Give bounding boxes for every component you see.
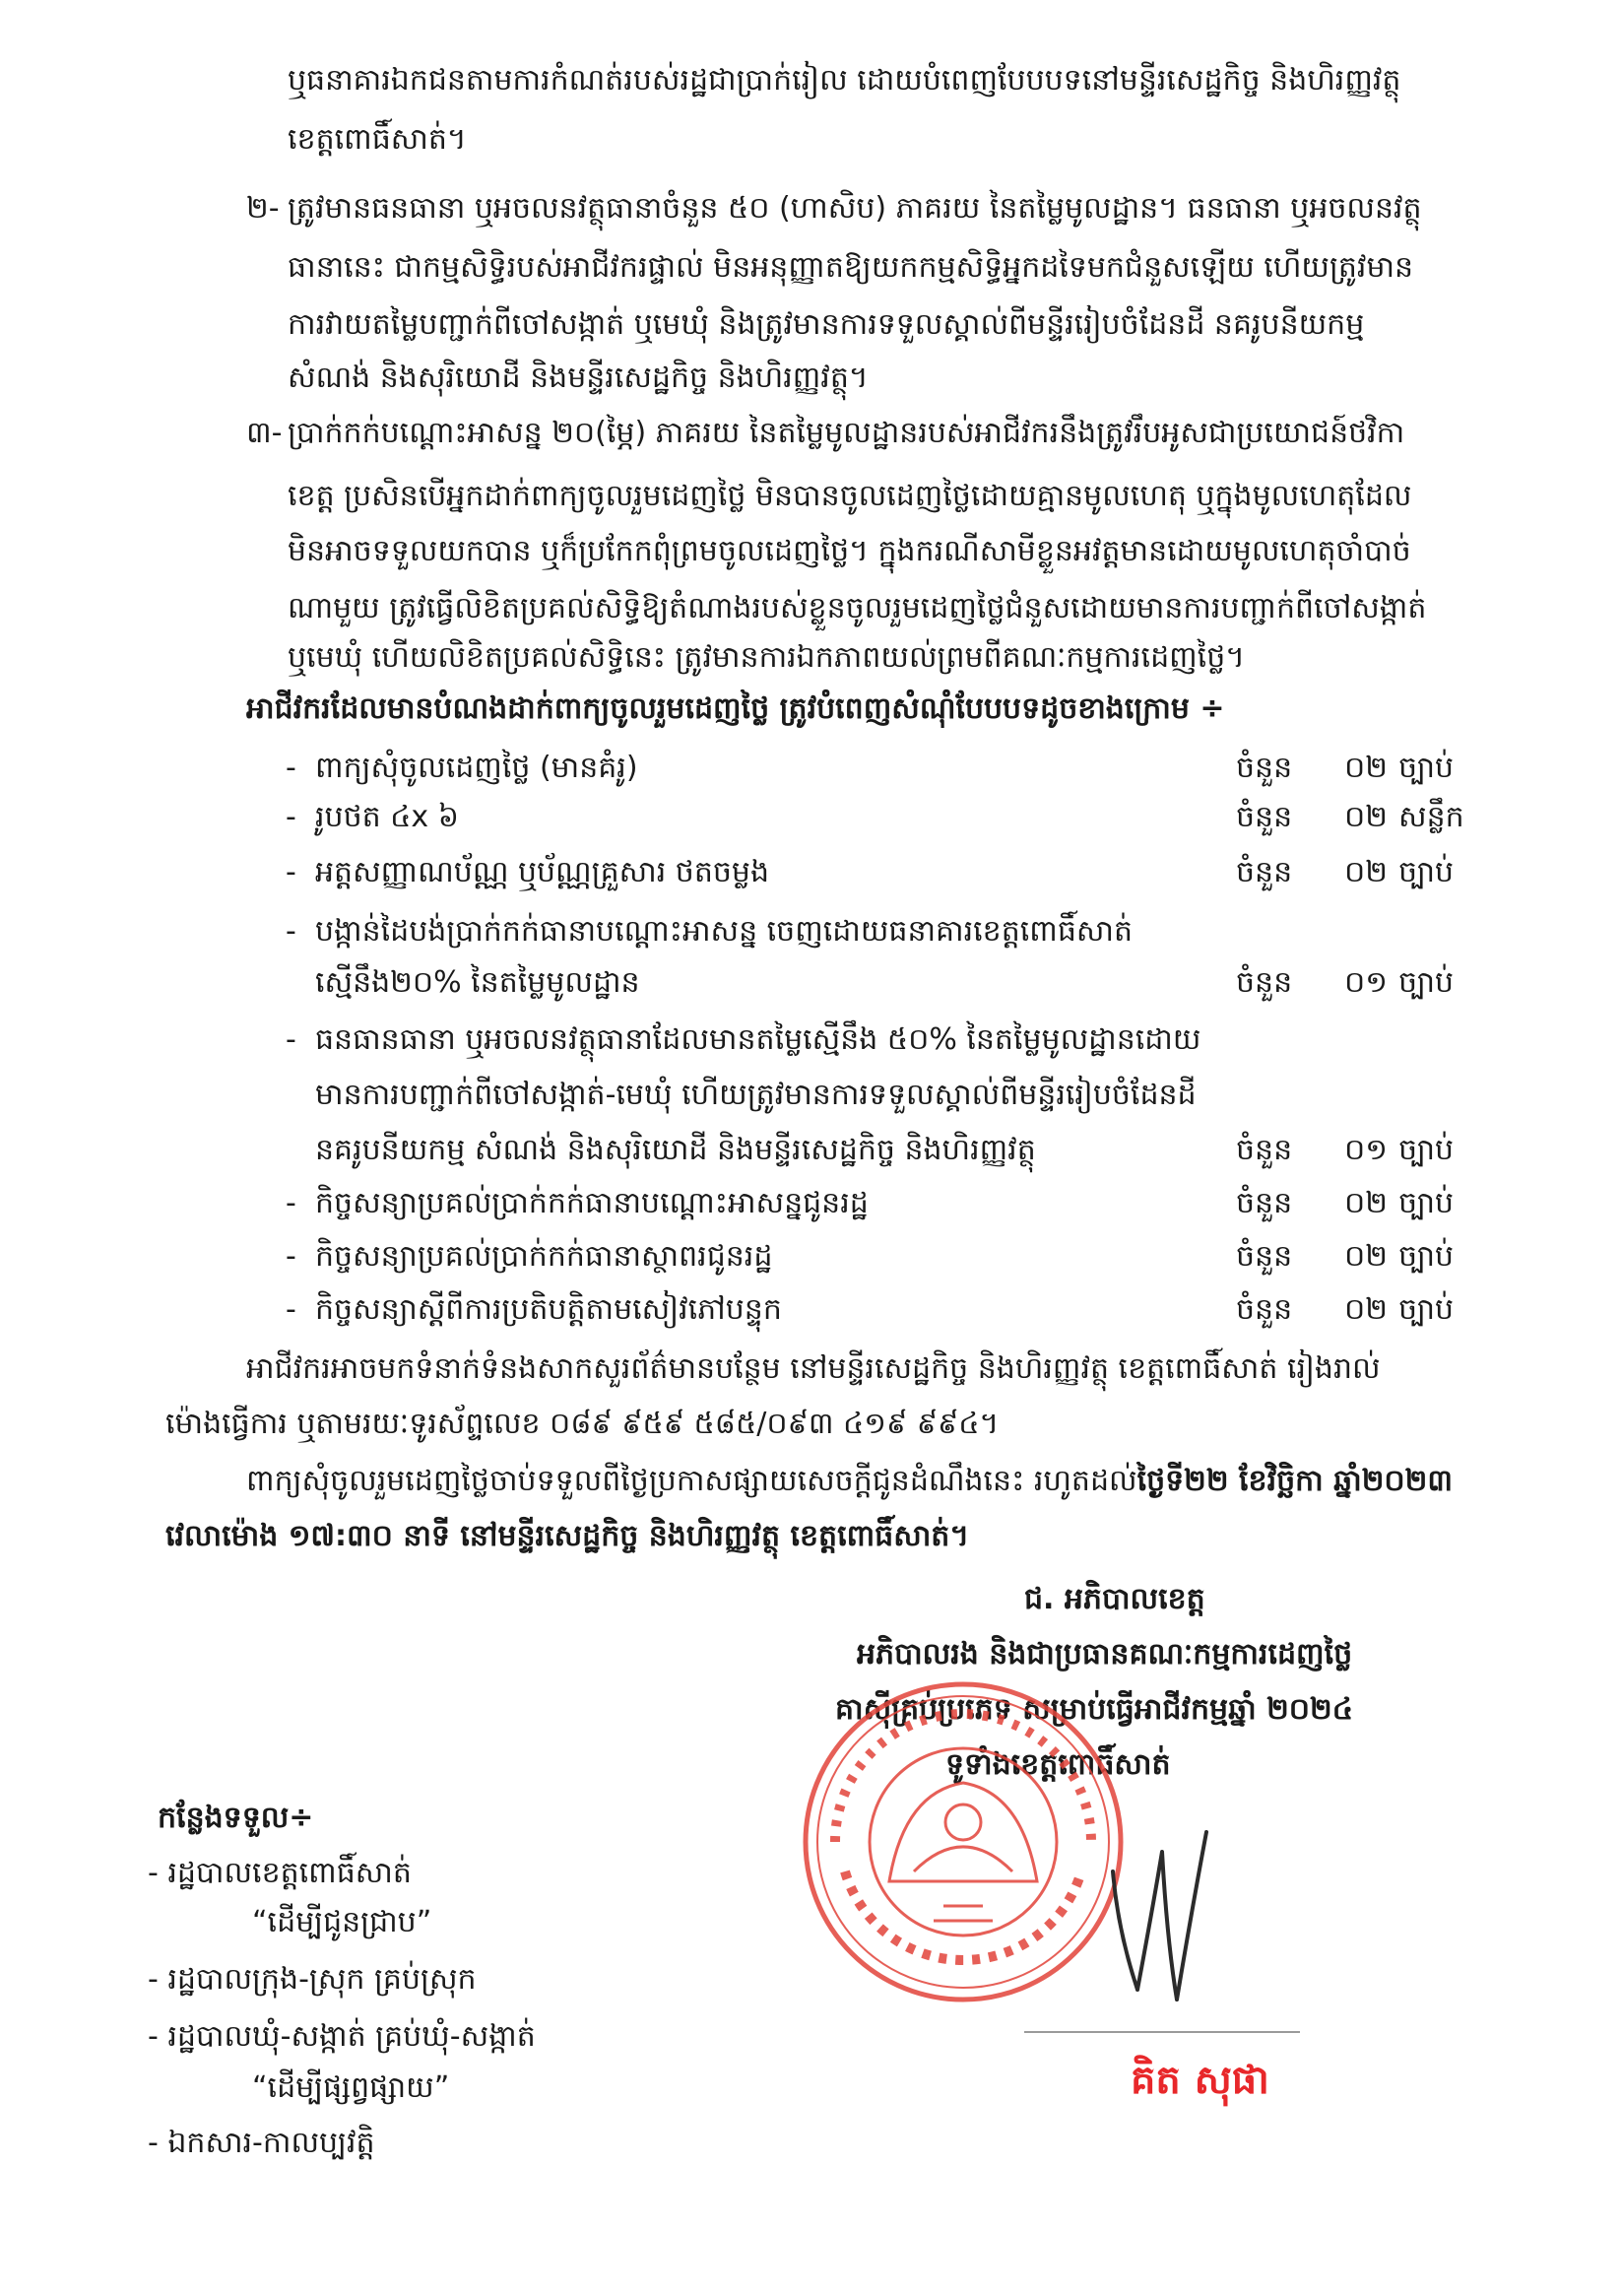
bullet-dash: - — [286, 800, 296, 834]
requirement-text: កិច្ចសន្យាស្តីពីការប្រតិបត្តិតាមសៀវភៅបន្ទុក — [315, 1292, 782, 1327]
unit: ច្បាប់ — [1398, 855, 1455, 889]
quantity: ០២ — [1344, 855, 1388, 889]
condition-line: ត្រូវមានធនធានា ឬអចលនវត្ថុធានាចំនួន ៥០ (ហាសិប) ភាគរយ នៃតម្លៃមូលដ្ឋាន។ ធនធានា ឬអចលនវត្ថុ — [288, 191, 1422, 226]
requirement-item — [286, 853, 1497, 892]
condition-number: ៣- — [246, 416, 283, 450]
deadline-line — [246, 1462, 1453, 1501]
intro-line: ឬធនាគារឯកជនតាមការកំណត់របស់រដ្ឋជាប្រាក់រៀល ដោយបំពេញបែបបទនៅមន្ទីរសេដ្ឋកិច្ច និងហិរញ្ញវត្ថុ — [288, 63, 1401, 98]
requirement-item-continued — [286, 1131, 1497, 1170]
unit: ច្បាប់ — [1398, 1133, 1455, 1167]
signature-title: ជ. អភិបាលខេត្ត — [1024, 1582, 1205, 1616]
handwritten-signature-icon — [1083, 1793, 1221, 2009]
condition-line: សំណង់ និងសុរិយោដី និងមន្ទីរសេដ្ឋកិច្ច និងហិរញ្ញវត្ថុ។ — [288, 361, 869, 395]
count-label: ចំនួន — [1236, 1239, 1293, 1274]
signature-title: ទូទាំងខេត្តពោធិ៍សាត់ — [945, 1747, 1171, 1782]
bullet-dash: - — [286, 1186, 296, 1220]
requirement-item — [286, 1290, 1497, 1330]
contact-line: ម៉ោងធ្វើការ ឬតាមរយៈទូរស័ព្ទលេខ ០៨៩ ៩៥៩ ៥៨៥/០៩៣ ៤១៩ ៩៩៤។ — [165, 1407, 1000, 1441]
bullet-dash: - — [286, 914, 296, 949]
quantity: ០២ — [1344, 751, 1388, 785]
requirement-text: មានការបញ្ជាក់ពីចៅសង្កាត់-មេឃុំ ហើយត្រូវមានការទទួលស្គាល់ពីមន្ទីររៀបចំដែនដី — [315, 1078, 1197, 1112]
requirement-text: កិច្ចសន្យាប្រគល់ប្រាក់កក់ធានាស្ថាពរជូនរដ្ឋ — [315, 1239, 773, 1274]
unit: ច្បាប់ — [1398, 1186, 1455, 1220]
cc-item: - រដ្ឋបាលខេត្តពោធិ៍សាត់ — [148, 1856, 412, 1890]
count-label: ចំនួន — [1236, 1186, 1293, 1220]
contact-line: អាជីវករអាចមកទំនាក់ទំនងសាកសួរព័ត៌មានបន្ថែម នៅមន្ទីរសេដ្ឋកិច្ច និងហិរញ្ញវត្ថុ ខេត្តពោធិ៍សាត់ រៀងរាល់ — [246, 1351, 1381, 1386]
requirement-text: ធនធានធានា ឬអចលនវត្ថុធានាដែលមានតម្លៃស្មើនឹង ៥០% នៃតម្លៃមូលដ្ឋានដោយ — [315, 1022, 1201, 1057]
signature-title: គាស៊ីគ្រប់ប្រភេទ សម្រាប់ធ្វើអាជីវកម្មឆ្នាំ ២០២៤ — [835, 1692, 1353, 1727]
requirement-item — [286, 1237, 1497, 1277]
condition-line: ខេត្ត ប្រសិនបើអ្នកដាក់ពាក្យចូលរួមដេញថ្លៃ មិនបានចូលដេញថ្លៃដោយគ្មានមូលហេតុ ឬក្នុងមូលហេតុដែល — [288, 479, 1412, 513]
deadline-date: ថ្ងៃទី២២ ខែវិច្ឆិកា ឆ្នាំ២០២៣ — [1136, 1464, 1454, 1498]
cc-item: - ឯកសារ-កាលប្បវត្តិ — [148, 2126, 375, 2160]
bullet-dash: - — [286, 1292, 296, 1327]
deadline-line: វេលាម៉ោង ១៧:៣០ នាទី នៅមន្ទីរសេដ្ឋកិច្ច និងហិរញ្ញវត្ថុ ខេត្តពោធិ៍សាត់។ — [165, 1519, 970, 1553]
cc-heading: កន្លែងទទួល÷ — [158, 1801, 314, 1835]
cc-item: - រដ្ឋបាលឃុំ-សង្កាត់ គ្រប់ឃុំ-សង្កាត់ — [148, 2019, 536, 2054]
requirement-text: បង្កាន់ដៃបង់ប្រាក់កក់ធានាបណ្តោះអាសន្ន ចេញដោយធនាគារខេត្តពោធិ៍សាត់ — [315, 914, 1133, 949]
condition-line: ឬមេឃុំ ហើយលិខិតប្រគល់សិទ្ធិនេះ ត្រូវមានការឯកភាពយល់ព្រមពីគណៈកម្មការដេញថ្លៃ។ — [288, 640, 1246, 675]
condition-line: ប្រាក់កក់បណ្តោះអាសន្ន ២០(ម្ភៃ) ភាគរយ នៃតម្លៃមូលដ្ឋានរបស់អាជីវករនឹងត្រូវរឹបអូសជាប្រយោជន៍ថវិកា — [288, 416, 1405, 450]
requirement-item — [286, 749, 1497, 788]
signature-title: អភិបាលរង និងជាប្រធានគណៈកម្មការដេញថ្លៃ — [857, 1637, 1353, 1672]
quantity: ០២ — [1344, 1239, 1388, 1274]
unit: ច្បាប់ — [1398, 751, 1455, 785]
bullet-dash: - — [286, 1239, 296, 1274]
unit: ច្បាប់ — [1398, 1292, 1455, 1327]
requirement-text: ស្មើនឹង២០% នៃតម្លៃមូលដ្ឋាន — [315, 965, 640, 1000]
count-label: ចំនួន — [1236, 800, 1293, 834]
condition-number: ២- — [246, 191, 280, 226]
requirement-item-continued — [286, 1076, 1497, 1115]
condition-line: ការវាយតម្លៃបញ្ជាក់ពីចៅសង្កាត់ ឬមេឃុំ និងត្រូវមានការទទួលស្គាល់ពីមន្ទីររៀបចំដែនដី នគរូបនីយកម្ម — [288, 307, 1365, 342]
cc-item: - រដ្ឋបាលក្រុង-ស្រុក គ្រប់ស្រុក — [148, 1962, 477, 1997]
bullet-dash: - — [286, 1022, 296, 1057]
deadline-prefix: ពាក្យសុំចូលរួមដេញថ្លៃចាប់ទទួលពីថ្ងៃប្រកាសផ្សាយសេចក្តីជូនដំណឹងនេះ រហូតដល់ — [246, 1464, 1137, 1498]
intro-line: ខេត្តពោធិ៍សាត់។ — [288, 122, 467, 157]
condition-line: មិនអាចទទួលយកបាន ឬក៏ប្រកែកពុំព្រមចូលដេញថ្លៃ។ ក្នុងករណីសាមីខ្លួនអវត្តមានដោយមូលហេតុចាំបាច់ — [288, 534, 1411, 568]
count-label: ចំនួន — [1236, 1292, 1293, 1327]
unit: សន្លឹក — [1398, 800, 1464, 834]
condition-line: ធានានេះ ជាកម្មសិទ្ធិរបស់អាជីវករផ្ទាល់ មិនអនុញ្ញាតឱ្យយកកម្មសិទ្ធិអ្នកដទៃមកជំនួសឡើយ ហើយត្រូវមាន — [288, 250, 1414, 285]
unit: ច្បាប់ — [1398, 965, 1455, 1000]
signature-underline — [1024, 2031, 1300, 2033]
requirement-text: ពាក្យសុំចូលដេញថ្លៃ (មានគំរូ) — [315, 751, 638, 785]
bullet-dash: - — [286, 855, 296, 889]
requirement-item — [286, 1184, 1497, 1223]
bullet-dash: - — [286, 751, 296, 785]
cc-item: “ដើម្បីផ្សព្វផ្សាយ” — [252, 2070, 450, 2105]
quantity: ០២ — [1344, 1292, 1388, 1327]
count-label: ចំនួន — [1236, 855, 1293, 889]
requirement-item — [286, 1020, 1497, 1060]
requirements-heading: អាជីវករដែលមានបំណងដាក់ពាក្យចូលរួមដេញថ្លៃ ត្រូវបំពេញសំណុំបែបបទដូចខាងក្រោម ÷ — [246, 691, 1225, 726]
quantity: ០១ — [1344, 965, 1388, 1000]
requirement-text: នគរូបនីយកម្ម សំណង់ និងសុរិយោដី និងមន្ទីរសេដ្ឋកិច្ច និងហិរញ្ញវត្ថុ — [315, 1133, 1036, 1167]
count-label: ចំនួន — [1236, 751, 1293, 785]
quantity: ០២ — [1344, 1186, 1388, 1220]
official-seal-icon — [796, 1674, 1131, 2009]
condition-line: ណាមួយ ត្រូវធ្វើលិខិតប្រគល់សិទ្ធិឱ្យតំណាងរបស់ខ្លួនចូលរួមដេញថ្លៃជំនួសដោយមានការបញ្ជាក់ពីចៅសង្កាត់ — [288, 591, 1427, 625]
requirement-text: រូបថត ៤x ៦ — [315, 800, 459, 834]
requirement-text: អត្តសញ្ញាណប័ណ្ណ ឬប័ណ្ណគ្រួសារ ថតចម្លង — [315, 855, 770, 889]
signer-name: គិត សុផា — [1131, 2058, 1269, 2103]
requirement-item — [286, 912, 1497, 951]
count-label: ចំនួន — [1236, 965, 1293, 1000]
cc-item: “ដើម្បីជូនជ្រាប” — [252, 1905, 432, 1939]
requirement-item-continued — [286, 963, 1497, 1003]
requirement-text: កិច្ចសន្យាប្រគល់ប្រាក់កក់ធានាបណ្តោះអាសន្នជូនរដ្ឋ — [315, 1186, 869, 1220]
count-label: ចំនួន — [1236, 1133, 1293, 1167]
quantity: ០២ — [1344, 800, 1388, 834]
unit: ច្បាប់ — [1398, 1239, 1455, 1274]
requirement-item — [286, 798, 1497, 837]
quantity: ០១ — [1344, 1133, 1388, 1167]
